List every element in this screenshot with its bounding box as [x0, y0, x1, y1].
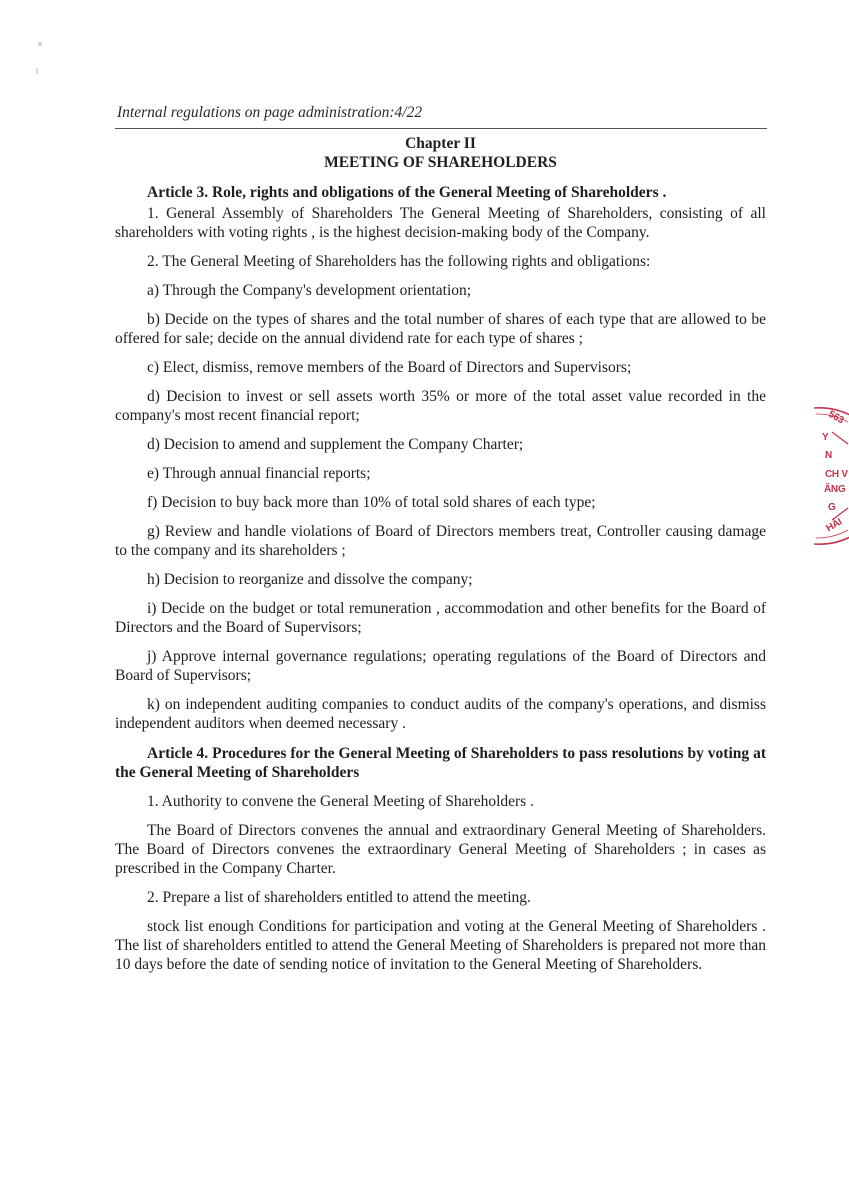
running-header: Internal regulations on page administration:4/22	[117, 104, 423, 121]
scan-speck	[38, 42, 42, 46]
article-3-title: Article 3. Role, rights and obligations of the General Meeting of Shareholders .	[147, 184, 667, 201]
article-3-item: j) Approve internal governance regulations; operating regulations of the Board of Directors and Board of Supervisors;	[115, 648, 766, 684]
article-3-item: g) Review and handle violations of Board of Directors members treat, Controller causing damage to the company and its shareholders ;	[115, 523, 766, 559]
article-4-paragraph: stock list enough Conditions for participation and voting at the General Meeting of Shareholders . The list of shareholders entitled to attend the General Meeting of Shareholders is prepared not more than 10 days before the date of sending notice of invitation to the General Meeting of Shareholders.	[115, 918, 766, 973]
document-body	[115, 134, 766, 974]
article-3-item: k) on independent auditing companies to conduct audits of the company's operations, and dismiss independent auditors when deemed necessary .	[115, 696, 766, 732]
article-3-item: c) Elect, dismiss, remove members of the Board of Directors and Supervisors;	[147, 359, 632, 376]
article-3-item: h) Decision to reorganize and dissolve the company;	[147, 571, 473, 588]
article-4-paragraph: The Board of Directors convenes the annual and extraordinary General Meeting of Shareholders. The Board of Directors convenes the extraordinary General Meeting of Shareholders ; in cases as prescribed in the Company Charter.	[115, 822, 766, 877]
header-rule	[115, 128, 767, 129]
scan-speck	[36, 68, 38, 74]
article-3-item: b) Decide on the types of shares and the total number of shares of each type that are allowed to be offered for sale; decide on the annual dividend rate for each type of shares ;	[115, 311, 766, 347]
seal-text-fragment: Y	[822, 432, 829, 443]
article-3-paragraph: 1. General Assembly of Shareholders The General Meeting of Shareholders, consisting of all shareholders with voting rights , is the highest decision-making body of the Company.	[115, 205, 766, 241]
seal-text-fragment: G	[828, 502, 836, 513]
article-3-item: e) Through annual financial reports;	[147, 465, 371, 482]
chapter-number: Chapter II	[405, 135, 476, 152]
article-4-title: Article 4. Procedures for the General Meeting of Shareholders to pass resolutions by voting at the General Meeting of Shareholders	[115, 745, 766, 781]
article-4-paragraph: 1. Authority to convene the General Meeting of Shareholders .	[147, 793, 534, 810]
article-3-item: d) Decision to invest or sell assets worth 35% or more of the total asset value recorded in the company's most recent financial report;	[115, 388, 766, 424]
seal-text-fragment: CH V	[825, 469, 848, 480]
chapter-title: MEETING OF SHAREHOLDERS	[324, 154, 557, 171]
article-3-item: f) Decision to buy back more than 10% of total sold shares of each type;	[147, 494, 596, 511]
article-3-item: i) Decide on the budget or total remuneration , accommodation and other benefits for the Board of Directors and the Board of Supervisors;	[115, 600, 766, 636]
seal-text-fragment: HẢI	[824, 516, 844, 535]
seal-text-fragment: ĂNG	[824, 484, 846, 495]
seal-text-fragment: N	[825, 450, 832, 461]
article-3-item: d) Decision to amend and supplement the Company Charter;	[147, 436, 524, 453]
seal-text-fragment: 563	[826, 408, 846, 427]
article-3-item: a) Through the Company's development orientation;	[147, 282, 472, 299]
article-4-paragraph: 2. Prepare a list of shareholders entitled to attend the meeting.	[147, 889, 531, 906]
company-seal-stamp	[812, 402, 849, 552]
article-3-paragraph: 2. The General Meeting of Shareholders has the following rights and obligations:	[147, 253, 651, 270]
